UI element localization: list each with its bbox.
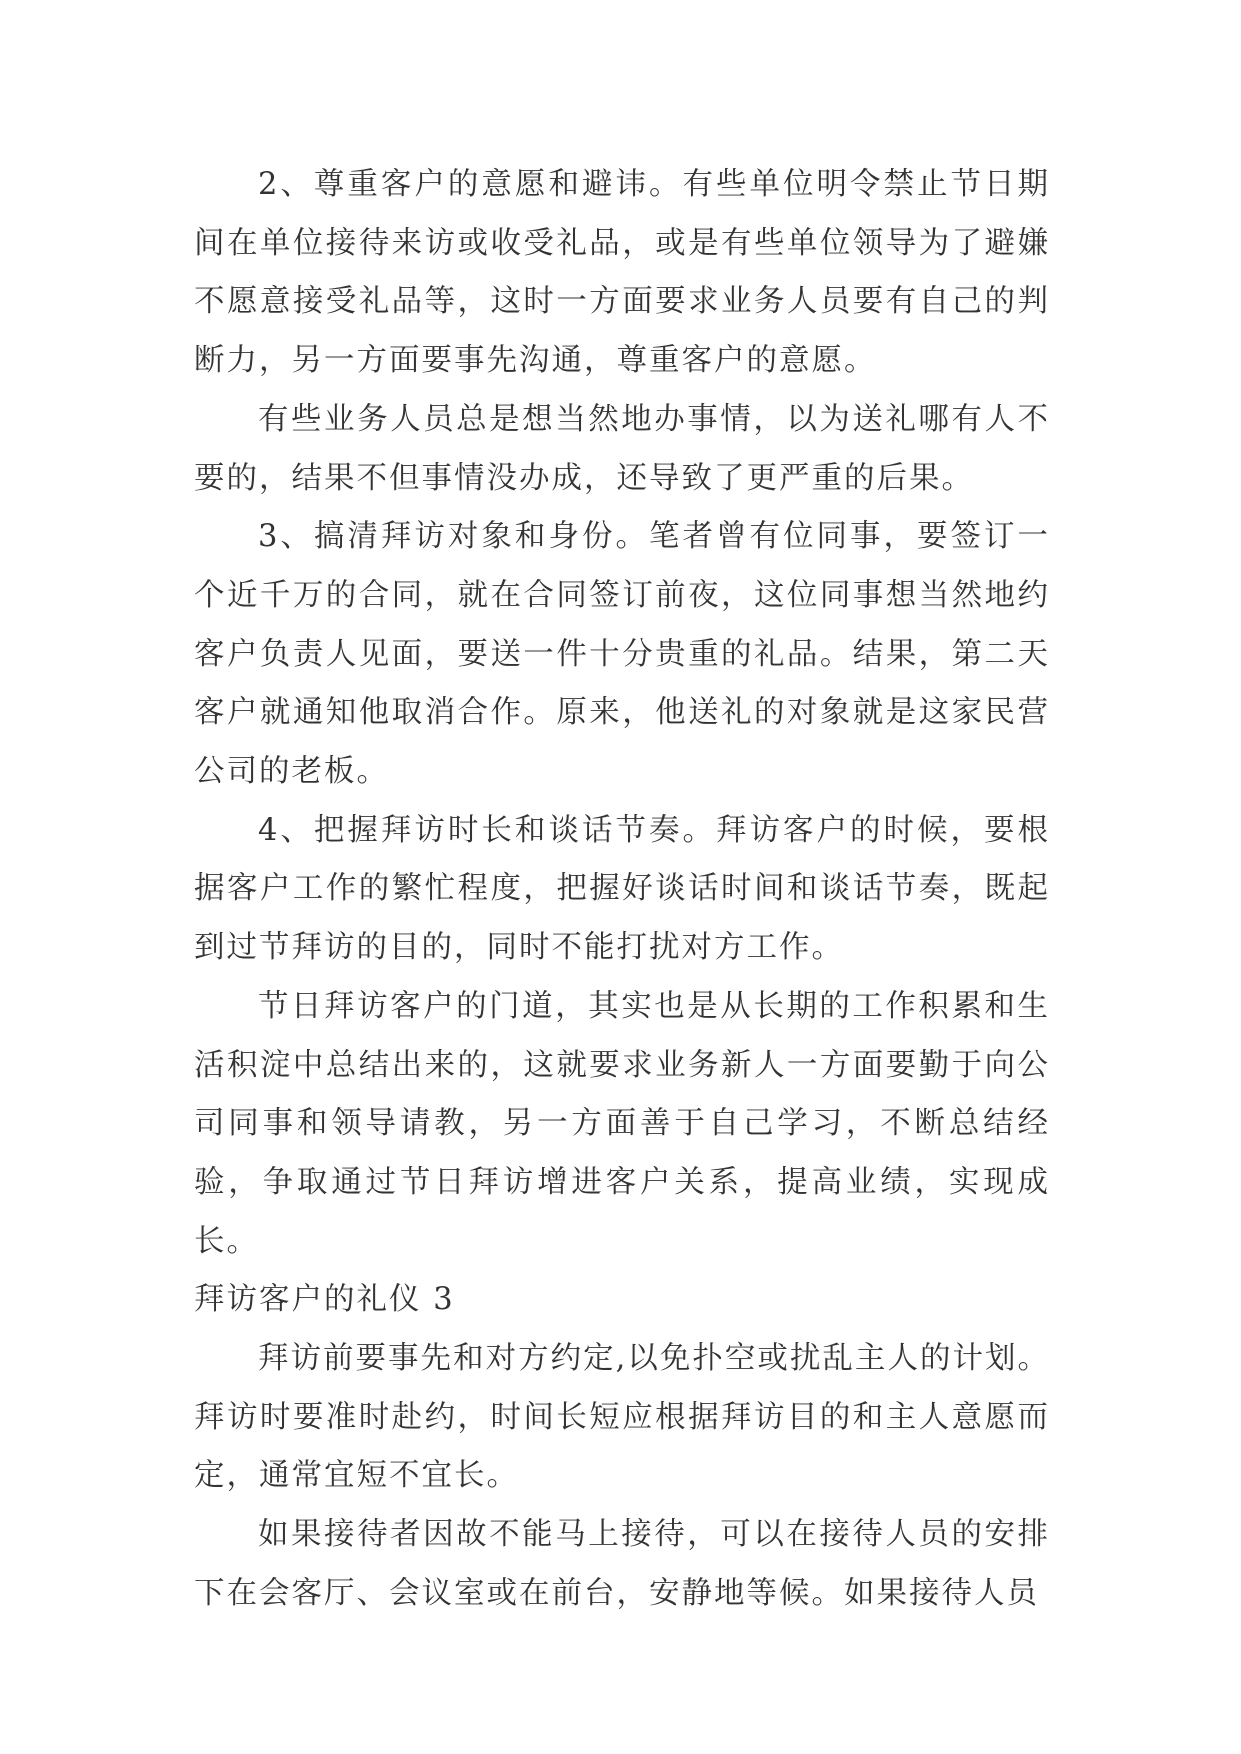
paragraph-3: 3、搞清拜访对象和身份。笔者曾有位同事，要签订一个近千万的合同，就在合同签订前夜，这位同事想当然地约客户负责人见面，要送一件十分贵重的礼品。结果，第二天客户就通知他取消合作。原来，他送礼的对象就是这家民营公司的老板。	[194, 519, 1050, 790]
paragraph-7: 如果接待者因故不能马上接待，可以在接待人员的安排下在会客厅、会议室或在前台，安静地等候。如果接待人员	[194, 1517, 1050, 1611]
document-body	[194, 156, 1050, 1624]
paragraph-5: 节日拜访客户的门道，其实也是从长期的工作积累和生活积淀中总结出来的，这就要求业务新人一方面要勤于向公司同事和领导请教，另一方面善于自己学习，不断总结经验，争取通过节日拜访增进客户关系，提高业绩，实现成长。	[194, 988, 1050, 1259]
paragraph-2: 有些业务人员总是想当然地办事情，以为送礼哪有人不要的，结果不但事情没办成，还导致了更严重的后果。	[194, 401, 1050, 496]
paragraph-6: 拜访前要事先和对方约定,以免扑空或扰乱主人的计划。拜访时要准时赴约，时间长短应根据拜访目的和主人意愿而定，通常宜短不宜长。	[194, 1341, 1050, 1494]
section-heading: 拜访客户的礼仪 3	[194, 1282, 455, 1318]
paragraph-4: 4、把握拜访时长和谈话节奏。拜访客户的时候，要根据客户工作的繁忙程度，把握好谈话时间和谈话节奏，既起到过节拜访的目的，同时不能打扰对方工作。	[194, 812, 1050, 966]
paragraph-1: 2、尊重客户的意愿和避讳。有些单位明令禁止节日期间在单位接待来访或收受礼品，或是有些单位领导为了避嫌不愿意接受礼品等，这时一方面要求业务人员要有自己的判断力，另一方面要事先沟通，尊重客户的意愿。	[194, 167, 1050, 379]
